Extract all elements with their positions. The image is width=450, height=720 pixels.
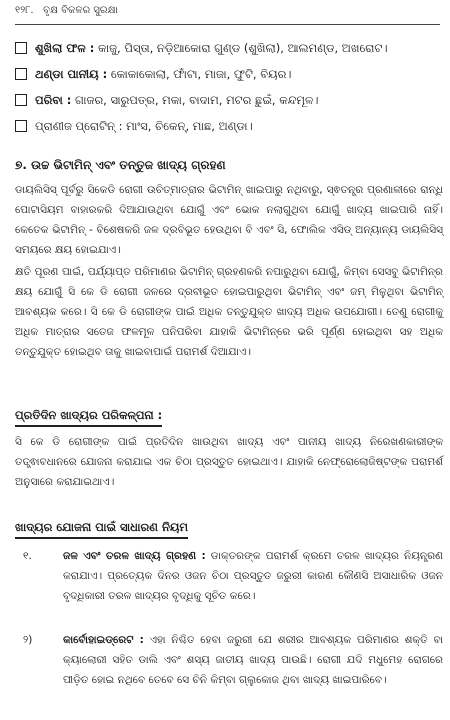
checkbox-square-icon (15, 120, 27, 132)
rule-title: କାର୍ବୋହାଇଡ୍ରେଟ : (63, 634, 144, 646)
daily-plan-paragraph: ସି କେ ଡି ରୋଗୀଙ୍କ ପାଇଁ ପ୍ରତିଦିନ ଖାଉଥିବା ଖାଦ୍ୟ ଏବଂ ପାନୀୟ ଖାଦ୍ୟ ନିରେଖଣକାରୀଙ୍କ ତତ୍ତ୍ଵାବଧାନରେ ଯୋଜନା କରାଯାଇ ଏକ ଚିଠା ପ୍ରସ୍ତୁତ ହୋଇଥାଏ। ଯାହାକି ନେଫ୍ରୋଲୋଜିଷ୍ଟଙ୍କ ପରାମର୍ଶ ଅନୁସାରେ କରାଯାଇଥାଏ। (15, 436, 443, 488)
rule-title: ଜଳ ଏବଂ ତରଳ ଖାଦ୍ୟ ଗ୍ରହଣ : (63, 550, 206, 562)
section-paragraph-2: କ୍ଷତି ପୂରଣ ପାଇଁ, ପର୍ଯ୍ୟାପ୍ତ ପରିମାଣର ଭିଟାମିନ୍ ଗ୍ରହଣକରି ନପାରୁଥିବା ଯୋଗୁଁ, କିମ୍ବା ସେସବୁ ଭିଟାମିନ୍‌ର କ୍ଷୟ ଯୋଗୁଁ ସି କେ ଡି ରୋଗୀ ଜଳରେ ଦ୍ରବୀଭୂତ ହୋଇପାରୁଥିବା ଭିଟାମିନ୍ ଏବଂ ଜମ୍ ମିଳୁଥିବା ଭିଟାମିନ୍ ଆବଶ୍ୟକ କରେ। ସି କେ ଡି ରୋଗୀଙ୍କ ପାଇଁ ଅଧିକ ତନ୍ତୁଯୁକ୍ତ ଖାଦ୍ୟ ଅଧିକ ଉପଯୋଗୀ। ତେଣୁ ରୋଗୀକୁ ଅଧିକ ମାତ୍ରାର ସତେଜ ଫଳମୂଳ ପନିପରିବା ଯାହାକି ଭିଟାମିନ୍‌ରେ ଭରି ପୂର୍ଣ୍ଣ ହୋଇଥିବା ସହ ଅଧିକ ତନ୍ତୁଯୁକ୍ତ ହୋଇଥିବ ତାକୁ ଖାଇବାପାଇଁ ପରାମର୍ଶ ଦିଆଯାଏ। (15, 266, 443, 358)
checkbox-square-icon (15, 42, 27, 54)
page-header (15, 5, 440, 16)
item-text: କାଜୁ, ପିସ୍ତା, ନଡ଼ିଆକୋରା ଗୁଣ୍ଡ (ଶୁଖିଲା), ଆଲମଣ୍ଡ, ଅଖରୋଟ। (94, 41, 388, 55)
checkbox-square-icon (15, 68, 27, 80)
item-text: ଗାଜର, ସାରୁପତ୍ର, ମକା, ବାଦାମ, ମଟର ଛୁଇଁ, କନ୍ଦମୂଳ। (71, 93, 319, 107)
list-item (15, 118, 445, 134)
rule-text: ଡାକ୍ତରଙ୍କ ପରାମର୍ଶ କ୍ରମେ ତରଳ ଖାଦ୍ୟର ନିୟନ୍ତ୍ରଣ କରାଯାଏ। ପ୍ରତ୍ୟେକ ଦିନର ଓଜନ ଚିଠା ପ୍ରସ୍ତୁତ ଜରୁରୀ କାରଣ କୌଣସି ଅସାଧାରିକ ଓଜନ ବୃଦ୍ଧିକାରୀ ତରଳ ଖାଦ୍ୟର ବୃଦ୍ଧିକୁ ସୂଚିତ କରେ। (63, 550, 443, 602)
list-item (15, 92, 445, 108)
page-number: ୧୨୮. (15, 5, 34, 16)
section-paragraph-1: ଡାୟଲିସିସ୍ ପୂର୍ବରୁ ସିକେଡି ରୋଗୀ ଉଚିତ୍‌ମାତ୍ରାର ଭିଟାମିନ୍ ଖାଇପାରୁ ନଥିବାରୁ, ସ୍ଵତନ୍ତ୍ର ପ୍ରଣାଳୀରେ ରାନ୍ଧି ପୋଟାସିୟମ ବାହାରକରି ଦିଆଯାଉଥିବା ଯୋଗୁଁ ଏବଂ ଭୋକ ନଲାଗୁଥିବା ଯୋଗୁଁ ଖାଦ୍ୟ ଖାଇପାରି ନାହିଁ। କେତେକ ଭିଟାମିନ୍ - ବିଶେଷକରି ଜଳ ଦ୍ରବିଭୂତ ହେଉଥିବା ବି ଏବଂ ସି, ଫୋଲିକ ଏସିଡ୍ ଅନ୍ୟାନ୍ୟ ଡାୟଲିସିସ୍ ସମୟରେ କ୍ଷୟ ହୋଇଯାଏ। (15, 184, 443, 256)
header-rule (15, 24, 440, 25)
rule-number: ୨) (23, 634, 33, 646)
rule-item (15, 546, 443, 606)
item-label: ପରିବା : (35, 93, 72, 107)
general-rules-heading: ଖାଦ୍ୟର ଯୋଜନା ପାଇଁ ସାଧାରଣ ନିୟମ (15, 520, 188, 539)
rule-item (15, 630, 443, 690)
rule-number: ୧. (23, 550, 32, 562)
food-group-list (15, 40, 445, 144)
daily-plan-heading: ପ୍ରତିଦିନ ଖାଦ୍ୟର ପରିକଳ୍ପନା : (15, 408, 162, 427)
list-item (15, 66, 445, 82)
section-heading: ୭. ଉଚ୍ଚ ଭିଟାମିନ୍ ଏବଂ ତନ୍ତୁଜ ଖାଦ୍ୟ ଗ୍ରହଣ (15, 158, 226, 172)
rule-text: ଏହା ନିଶ୍ଚିତ ହେବା ଜରୁରୀ ଯେ ଶରୀର ଆବଶ୍ୟକ ପରିମାଣର ଶକ୍ତି ବା କ୍ୟାଲୋରୀ ସହିତ ଡାଲି ଏବଂ ଶସ୍ୟ ଜାତୀୟ ଖାଦ୍ୟ ପାଉଛି। ରୋଗୀ ଯଦି ମଧୁମେହ ରୋଗରେ ପୀଡ଼ିତ ହୋଇ ନଥିବେ ତେବେ ସେ ଚିନି କିମ୍ବା ଗ୍ଲୁକୋଜ ଥିବା ଖାଦ୍ୟ ଖାଇପାରିବେ। (63, 634, 443, 686)
item-text: ପ୍ରାଣୀଜ ପ୍ରୋଟିନ୍ : ମାଂସ, ଚିକେନ୍, ମାଛ, ଅଣ୍ଡା। (35, 119, 253, 133)
item-label: ଥଣ୍ଡା ପାନୀୟ : (35, 67, 108, 81)
list-item (15, 40, 445, 56)
checkbox-square-icon (15, 94, 27, 106)
book-title: ବୃକ୍ଷ ବିକଳର ସୁରକ୍ଷା (43, 5, 118, 16)
item-text: କୋକାକୋଲା, ଫାଁଟା, ମାଜା, ଫୁଟି, ବିୟର। (107, 67, 292, 81)
item-label: ଶୁଖିଲା ଫଳ : (35, 41, 95, 55)
